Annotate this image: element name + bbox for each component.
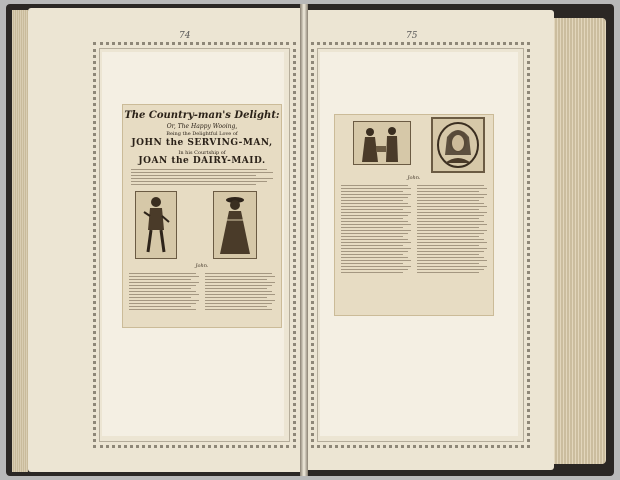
page-number-left: 74 bbox=[179, 31, 191, 41]
ballad-name-john: JOHN the SERVING-MAN, bbox=[131, 138, 273, 148]
woodcut-man-icon bbox=[135, 191, 177, 259]
open-book bbox=[6, 4, 614, 476]
ballad-sheet-right bbox=[334, 114, 494, 316]
page-edges-left bbox=[12, 10, 28, 472]
page-number-right: 75 bbox=[406, 31, 418, 41]
woodcut-couple-icon bbox=[353, 121, 411, 165]
ballad-title: The Country-man's Delight: bbox=[124, 110, 280, 121]
ballad-subtitle: Or, The Happy Wooing, bbox=[166, 123, 238, 130]
page-edges-right bbox=[554, 18, 606, 464]
ballad-subtitle-line3: In his Courtship of bbox=[178, 150, 226, 156]
ballad-subtitle-line2: Being the Delightful Love of bbox=[166, 131, 238, 137]
ballad-sheet-left bbox=[122, 104, 282, 328]
woodcut-portrait-icon bbox=[431, 117, 485, 173]
ballad-name-joan: JOAN the DAIRY-MAID. bbox=[138, 156, 266, 166]
tune-text-lines bbox=[131, 167, 273, 187]
woodcut-woman-icon bbox=[213, 191, 257, 259]
verse-heading-right: John. bbox=[407, 175, 421, 181]
book-gutter bbox=[300, 4, 308, 476]
verse-heading-left: John. bbox=[195, 263, 209, 269]
